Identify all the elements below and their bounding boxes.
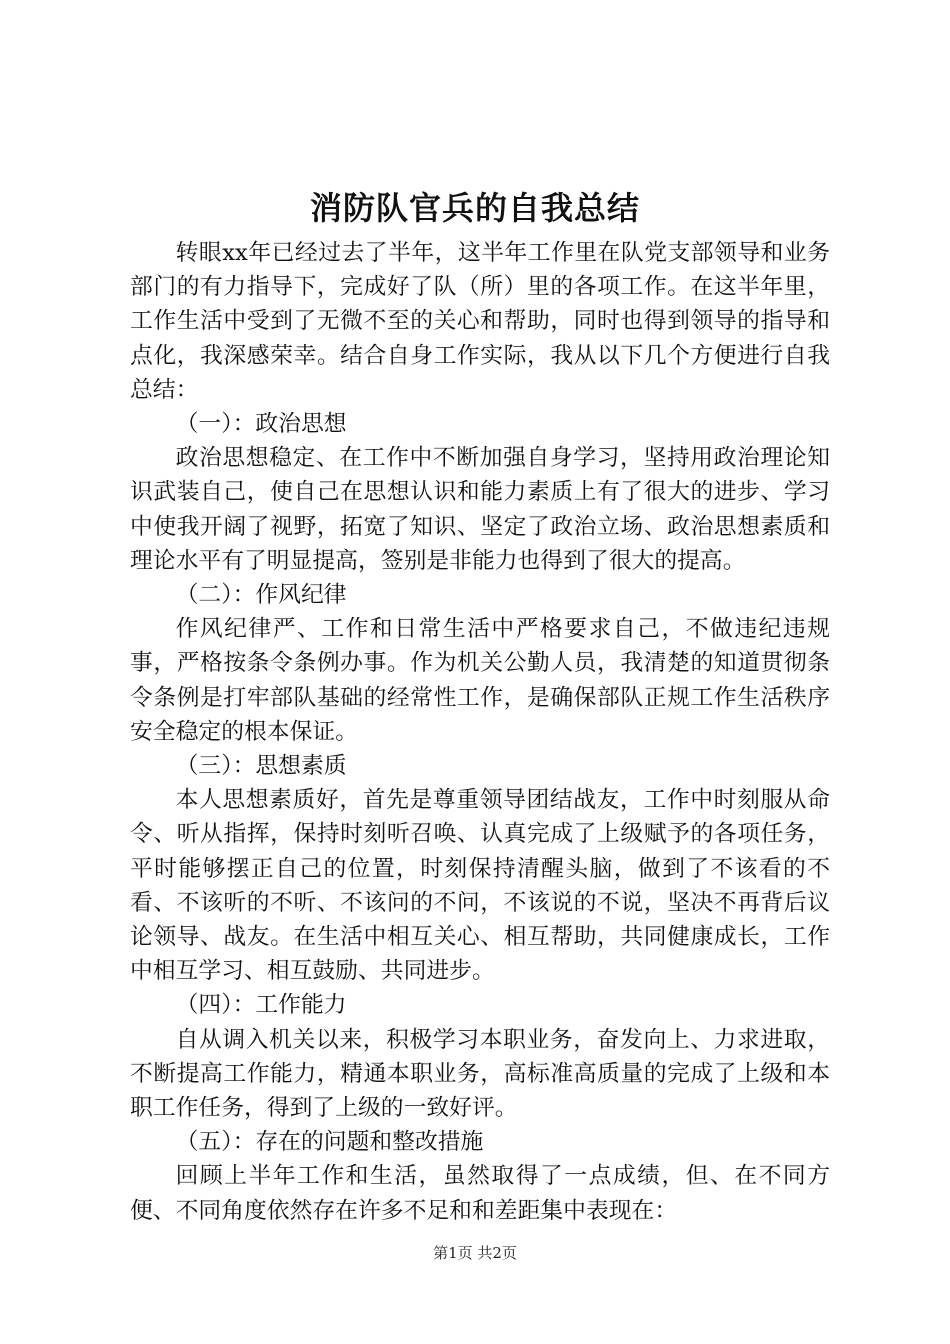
- paragraph-intro: 转眼xx年已经过去了半年，这半年工作里在队党支部领导和业务部门的有力指导下，完成好了队（所）里的各项工作。在这半年里，工作生活中受到了无微不至的关心和帮助，同时也得到领导的指导和点化，我深感荣幸。结合自身工作实际，我从以下几个方便进行自我总结：: [130, 240, 830, 403]
- section-heading-politics: （一）：政治思想: [175, 411, 347, 438]
- paragraph-problems: 回顾上半年工作和生活，虽然取得了一点成绩，但、在不同方便、不同角度依然存在许多不足和和差距集中表现在：: [130, 1163, 830, 1224]
- paragraph-quality: 本人思想素质好，首先是尊重领导团结战友，工作中时刻服从命令、听从指挥，保持时刻听召唤、认真完成了上级赋予的各项任务，平时能够摆正自己的位置，时刻保持清醒头脑，做到了不该看的不看、不该听的不听、不该问的不问，不该说的不说，坚决不再背后议论领导、战友。在生活中相互关心、相互帮助，共同健康成长，工作中相互学习、相互鼓励、共同进步。: [130, 787, 830, 985]
- document-title: 消防队官兵的自我总结: [309, 189, 640, 227]
- paragraph-discipline: 作风纪律严、工作和日常生活中严格要求自己，不做违纪违规事，严格按条令条例办事。作为机关公勤人员，我清楚的知道贯彻条令条例是打牢部队基础的经常性工作，是确保部队正规工作生活秩序安全稳定的根本保证。: [130, 616, 830, 745]
- section-heading-ability: （四）：工作能力: [175, 992, 347, 1019]
- section-heading-problems: （五）：存在的问题和整改措施: [175, 1129, 484, 1156]
- document-body: [130, 236, 830, 1228]
- paragraph-politics: 政治思想稳定、在工作中不断加强自身学习，坚持用政治理论知识武装自己，使自己在思想认识和能力素质上有了很大的进步、学习中使我开阔了视野，拓宽了知识、坚定了政治立场、政治思想素质和理论水平有了明显提高，签别是非能力也得到了很大的提高。: [130, 445, 830, 574]
- paragraph-ability: 自从调入机关以来，积极学习本职业务，奋发向上、力求进取，不断提高工作能力，精通本职业务，高标准高质量的完成了上级和本职工作任务，得到了上级的一致好评。: [130, 1026, 830, 1122]
- section-heading-quality: （三）：思想素质: [175, 753, 347, 780]
- page-number-footer: 第1页 共2页: [433, 1244, 517, 1262]
- section-heading-discipline: （二）：作风纪律: [175, 582, 347, 609]
